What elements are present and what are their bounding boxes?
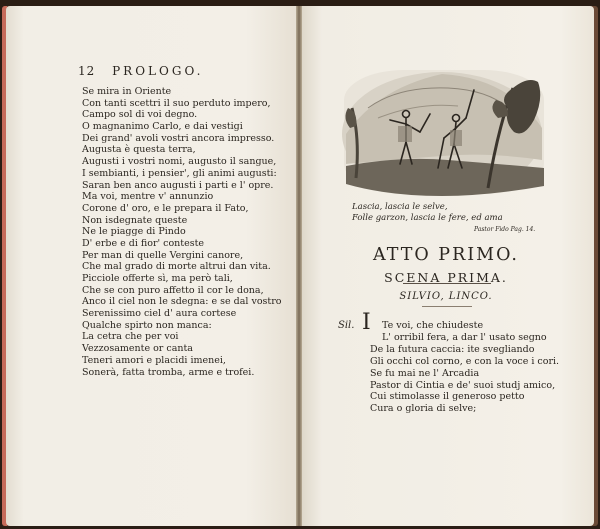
verse-line: Campo sol di voi degno.	[82, 109, 198, 121]
speaker-label: Sil.	[338, 320, 355, 331]
running-header	[78, 64, 203, 78]
verse-line: Se mira in Oriente	[82, 86, 172, 97]
verse-line: Con tanti scettri il suo perduto impero,	[82, 97, 271, 109]
divider-rule-short	[422, 306, 472, 307]
verse-line: Per man di quelle Vergini canore,	[82, 249, 244, 261]
dialogue-line: Cui stimolasse il generoso petto	[370, 391, 525, 403]
page-number: 12	[78, 64, 96, 78]
engraving-vignette	[338, 68, 548, 200]
verse-line: Augusta è questa terra,	[82, 144, 196, 156]
scene-dialogue	[370, 320, 560, 415]
verse-line: Dei grand' avoli vostri ancora impresso.	[82, 132, 275, 144]
engraving-caption	[352, 202, 503, 224]
verse-line: D' erbe e di fior' conteste	[82, 237, 205, 249]
verse-line: Picciole offerte sì, ma però tali,	[82, 273, 233, 284]
characters-line: SILVIO, LINCO.	[399, 291, 493, 302]
dialogue-line: Cura o gloria di selve;	[370, 403, 477, 415]
scene-title: SCENA PRIMA.	[384, 270, 508, 285]
caption-line-1: Lascia, lascia le selve,	[352, 202, 448, 212]
drop-cap: I	[362, 310, 371, 335]
verse-line: Ma voi, mentre v' annunzio	[82, 191, 214, 203]
verse-line: Augusti i vostri nomi, augusto il sangue,	[82, 156, 277, 168]
caption-attribution: Pastor Fido Pag. 14.	[474, 226, 536, 233]
caption-line-2: Folle garzon, lascia le fere, ed ama	[352, 213, 503, 223]
verse-line: Ne le piagge di Pindo	[82, 226, 186, 238]
dialogue-line: Se fu mai ne l' Arcadia	[370, 367, 480, 379]
dialogue-line: Te voi, che chiudeste	[382, 320, 484, 331]
verse-line: Vezzosamente or canta	[82, 343, 193, 355]
verse-line: Che se con puro affetto il cor le dona,	[82, 284, 264, 296]
verse-line: O magnanimo Carlo, e dai vestigi	[82, 121, 243, 133]
dialogue-line: Pastor di Cintia e de' suoi studj amico,	[370, 379, 556, 391]
verse-line: Sonerà, fatta tromba, arme e trofei.	[82, 366, 255, 378]
verse-line: La cetra che per voi	[82, 331, 179, 343]
verse-line: I sembianti, i pensier', gli animi augusti:	[82, 167, 277, 179]
book-gutter	[296, 6, 302, 526]
verse-line: Che mal grado di morte altrui dan vita.	[82, 261, 271, 273]
verse-line: Saran ben anco augusti i parti e l' opre.	[82, 179, 274, 191]
act-title: ATTO PRIMO.	[373, 245, 519, 265]
verse-line: Serenissimo ciel d' aura cortese	[82, 308, 237, 320]
prologue-verse	[82, 86, 282, 378]
dialogue-line: De la futura caccia: ite svegliando	[370, 343, 535, 355]
verse-line: Qualche spirto non manca:	[82, 319, 212, 331]
dialogue-line: L' orribil fera, a dar l' usato segno	[382, 331, 547, 343]
verse-line: Teneri amori e placidi imenei,	[82, 354, 226, 366]
verse-line: Corone d' oro, e le prepara il Fato,	[82, 202, 249, 214]
dialogue-line: Gli occhi col corno, e con la voce i cori.	[370, 355, 560, 367]
verse-line: Non isdegnate queste	[82, 214, 188, 226]
verse-line: Anco il ciel non le sdegna: e se dal vostro	[82, 296, 282, 308]
running-title: PROLOGO.	[112, 64, 204, 78]
